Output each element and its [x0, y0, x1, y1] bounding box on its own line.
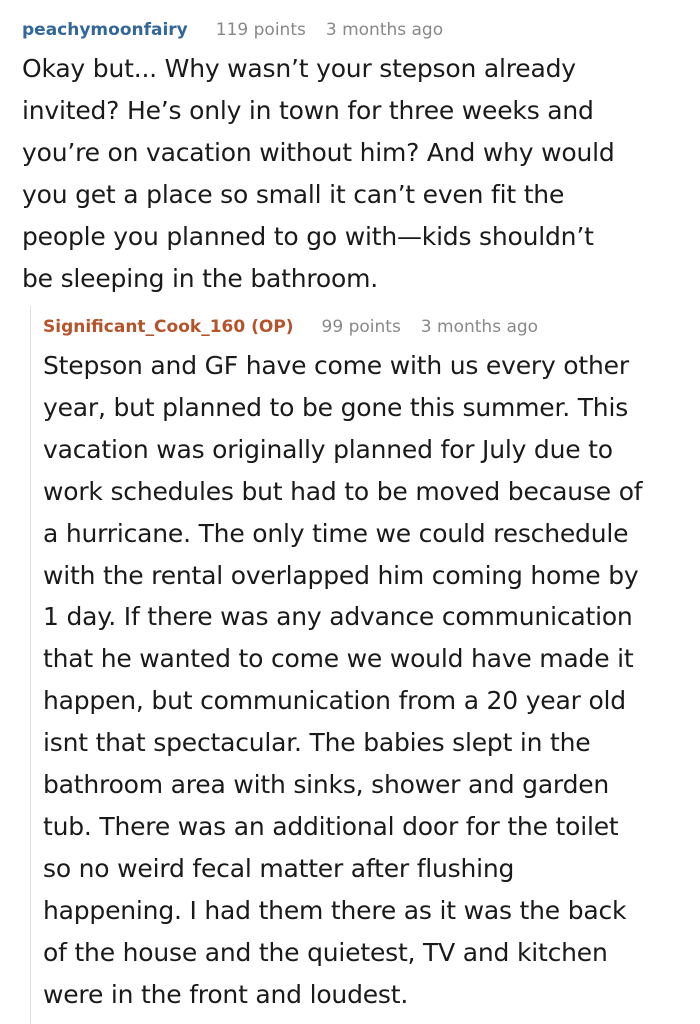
- comment-points: 99 points: [321, 317, 401, 337]
- comment-line: invited? He’s only in town for three weeks and: [22, 95, 594, 125]
- comment-line: 1 day. If there was any advance communication: [43, 602, 633, 632]
- reply-thread-line[interactable]: [30, 306, 31, 1024]
- comment-meta: [22, 14, 692, 46]
- comment-timestamp[interactable]: 3 months ago: [325, 20, 444, 40]
- comment-body: [43, 345, 693, 1016]
- comment-line: with the rental overlapped him coming home by: [43, 560, 639, 590]
- comment-line: so no weird fecal matter after flushing: [43, 853, 515, 883]
- comment-line: Stepson and GF have come with us every other: [43, 351, 629, 380]
- comment-line: happening. I had them there as it was the back: [43, 895, 627, 925]
- comment-line: vacation was originally planned for July due to: [43, 434, 613, 464]
- comment-line: people you planned to go with—kids shouldn’t: [22, 221, 594, 251]
- comment-line: Okay but... Why wasn’t your stepson already: [22, 54, 576, 83]
- comment-line: happen, but communication from a 20 year old: [43, 686, 626, 716]
- comment-body: [22, 48, 692, 299]
- comment-line: work schedules but had to be moved because of: [43, 476, 643, 506]
- comment-peachymoonfairy: [22, 14, 692, 299]
- comment-line: bathroom area with sinks, shower and garden: [43, 770, 610, 800]
- comment-line: were in the front and loudest.: [43, 979, 409, 1009]
- comment-line: a hurricane. The only time we could reschedule: [43, 518, 629, 548]
- comment-timestamp[interactable]: 3 months ago: [420, 317, 539, 337]
- comment-line: year, but planned to be gone this summer. This: [43, 392, 629, 422]
- comment-author-link[interactable]: peachymoonfairy: [22, 20, 188, 40]
- comment-line: be sleeping in the bathroom.: [22, 263, 378, 293]
- comment-line: you’re on vacation without him? And why would: [22, 137, 615, 167]
- comment-line: isnt that spectacular. The babies slept in the: [43, 728, 591, 758]
- comment-line: tub. There was an additional door for the toilet: [43, 811, 619, 841]
- comment-meta: [43, 311, 693, 343]
- comment-line: you get a place so small it can’t even fit the: [22, 179, 565, 209]
- comment-points: 119 points: [215, 20, 306, 40]
- comment-line: of the house and the quietest, TV and kitchen: [43, 937, 608, 967]
- comment-reply-op: [43, 311, 693, 1016]
- comment-line: that he wanted to come we would have made it: [43, 644, 634, 674]
- comment-author-link[interactable]: Significant_Cook_160 (OP): [43, 317, 294, 337]
